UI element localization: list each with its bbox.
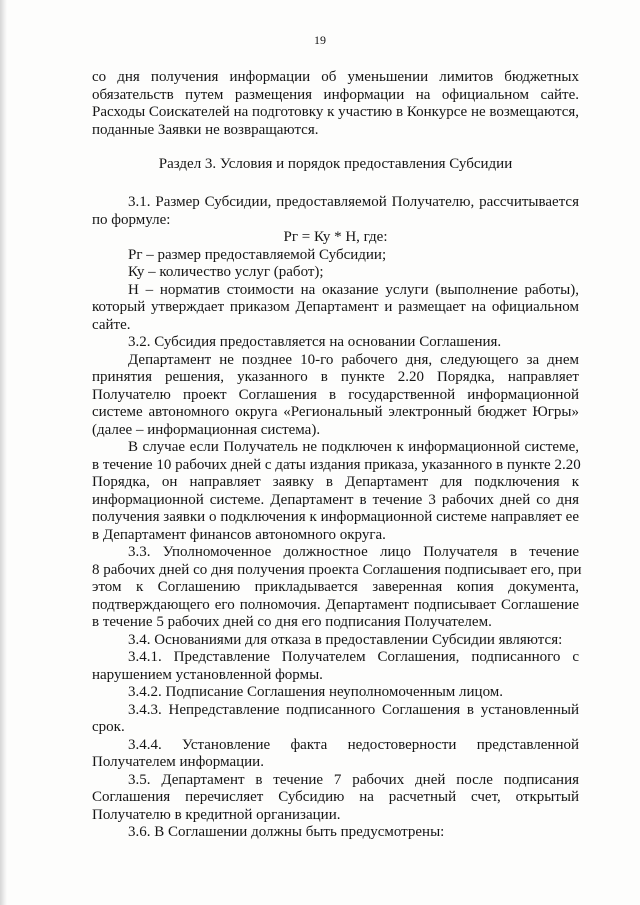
paragraph-first-line: Н – норматив стоимости на оказание услуги (выполнение работы), [128,281,579,298]
paragraph-first-line: 3.1. Размер Субсидии, предоставляемой Получателю, рассчитывается [128,194,579,210]
text-line: Порядка, он направляет заявку в Департамент для подключения к [92,474,579,490]
text-line: в течение 10 рабочих дней с даты издания приказа, указанного в пункте 2.20 [92,456,581,473]
text-line: принятия решения, указанного в пункте 2.20 Порядка, направляет [92,369,579,385]
paragraph-first-line: Ку – количество услуг (работ); [128,264,324,280]
text-line: информационной системе. Департамент в течение 3 рабочих дней со дня [92,491,579,508]
text-line: нарушением установленной формы. [92,666,323,683]
text-line: получения заявки о подключения к информационной системе направляет ее [92,509,579,525]
text-line: срок. [92,719,125,735]
text-line: Получателю проект Соглашения в государственной информационной [92,386,579,403]
text-line: Получателю в кредитной организации. [92,806,341,823]
text-line: по формуле: [92,211,171,228]
paragraph-first-line: 3.4.4. Установление факта недостоверности представленной [128,736,579,753]
paragraph-first-line: 3.2. Субсидия предоставляется на основании Соглашения. [128,334,502,350]
text-line: сайте. [92,316,131,333]
paragraph-first-line: В случае если Получатель не подключен к информационной системе, [128,439,579,455]
text-line: Получателем информации. [92,754,264,770]
section-heading: Раздел 3. Условия и порядок предоставления Субсидии [158,156,513,172]
paragraph-first-line: 3.4.1. Представление Получателем Соглашения, подписанного с [128,649,579,665]
paragraph-first-line: 3.3. Уполномоченное должностное лицо Получателя в течение [128,544,579,560]
text-line: в Департамент финансов автономного округа. [92,526,386,543]
paragraph-first-line: 3.5. Департамент в течение 7 рабочих дней после подписания [128,771,579,788]
paragraph-first-line: 3.4.3. Непредставление подписанного Соглашения в установленный [128,701,579,718]
text-line: Расходы Соискателей на подготовку к участию в Конкурсе не возмещаются, [92,104,579,120]
text-line: обязательств путем размещения информации на официальном сайте. [92,86,579,103]
scan-binding-edge [0,0,7,905]
formula: Рг = Ку * Н, где: [283,229,388,245]
text-line: поданные Заявки не возвращаются. [92,121,319,138]
paragraph-first-line: 3.4. Основаниями для отказа в предоставлении Субсидии являются: [128,631,563,648]
page-number: 19 [314,33,326,47]
text-line: со дня получения информации об уменьшении лимитов бюджетных [92,69,579,85]
text-line: этом к Соглашению прикладывается заверенная копия документа, [92,579,579,595]
text-line: 8 рабочих дней со дня получения проекта Соглашения подписывает его, при [92,561,582,578]
paragraph-first-line: Департамент не позднее 10-го рабочего дня, следующего за днем [128,351,579,368]
paragraph-first-line: Рг – размер предоставляемой Субсидии; [128,246,387,263]
text-line: в течение 5 рабочих дней со дня его подписания Получателем. [92,614,492,630]
text-line: Соглашения перечисляет Субсидию на расчетный счет, открытый [92,789,579,805]
text-line: подтверждающего его полномочия. Департамент подписывает Соглашение [92,596,579,613]
text-line: системе автономного округа «Региональный электронный бюджет Югры» [92,404,579,420]
paragraph-first-line: 3.4.2. Подписание Соглашения неуполномоченным лицом. [128,684,504,700]
text-line: (далее – информационная система). [92,421,321,438]
paragraph-first-line: 3.6. В Соглашении должны быть предусмотрены: [128,824,445,840]
text-line: который утверждает приказом Департамент и размещает на официальном [92,299,579,315]
